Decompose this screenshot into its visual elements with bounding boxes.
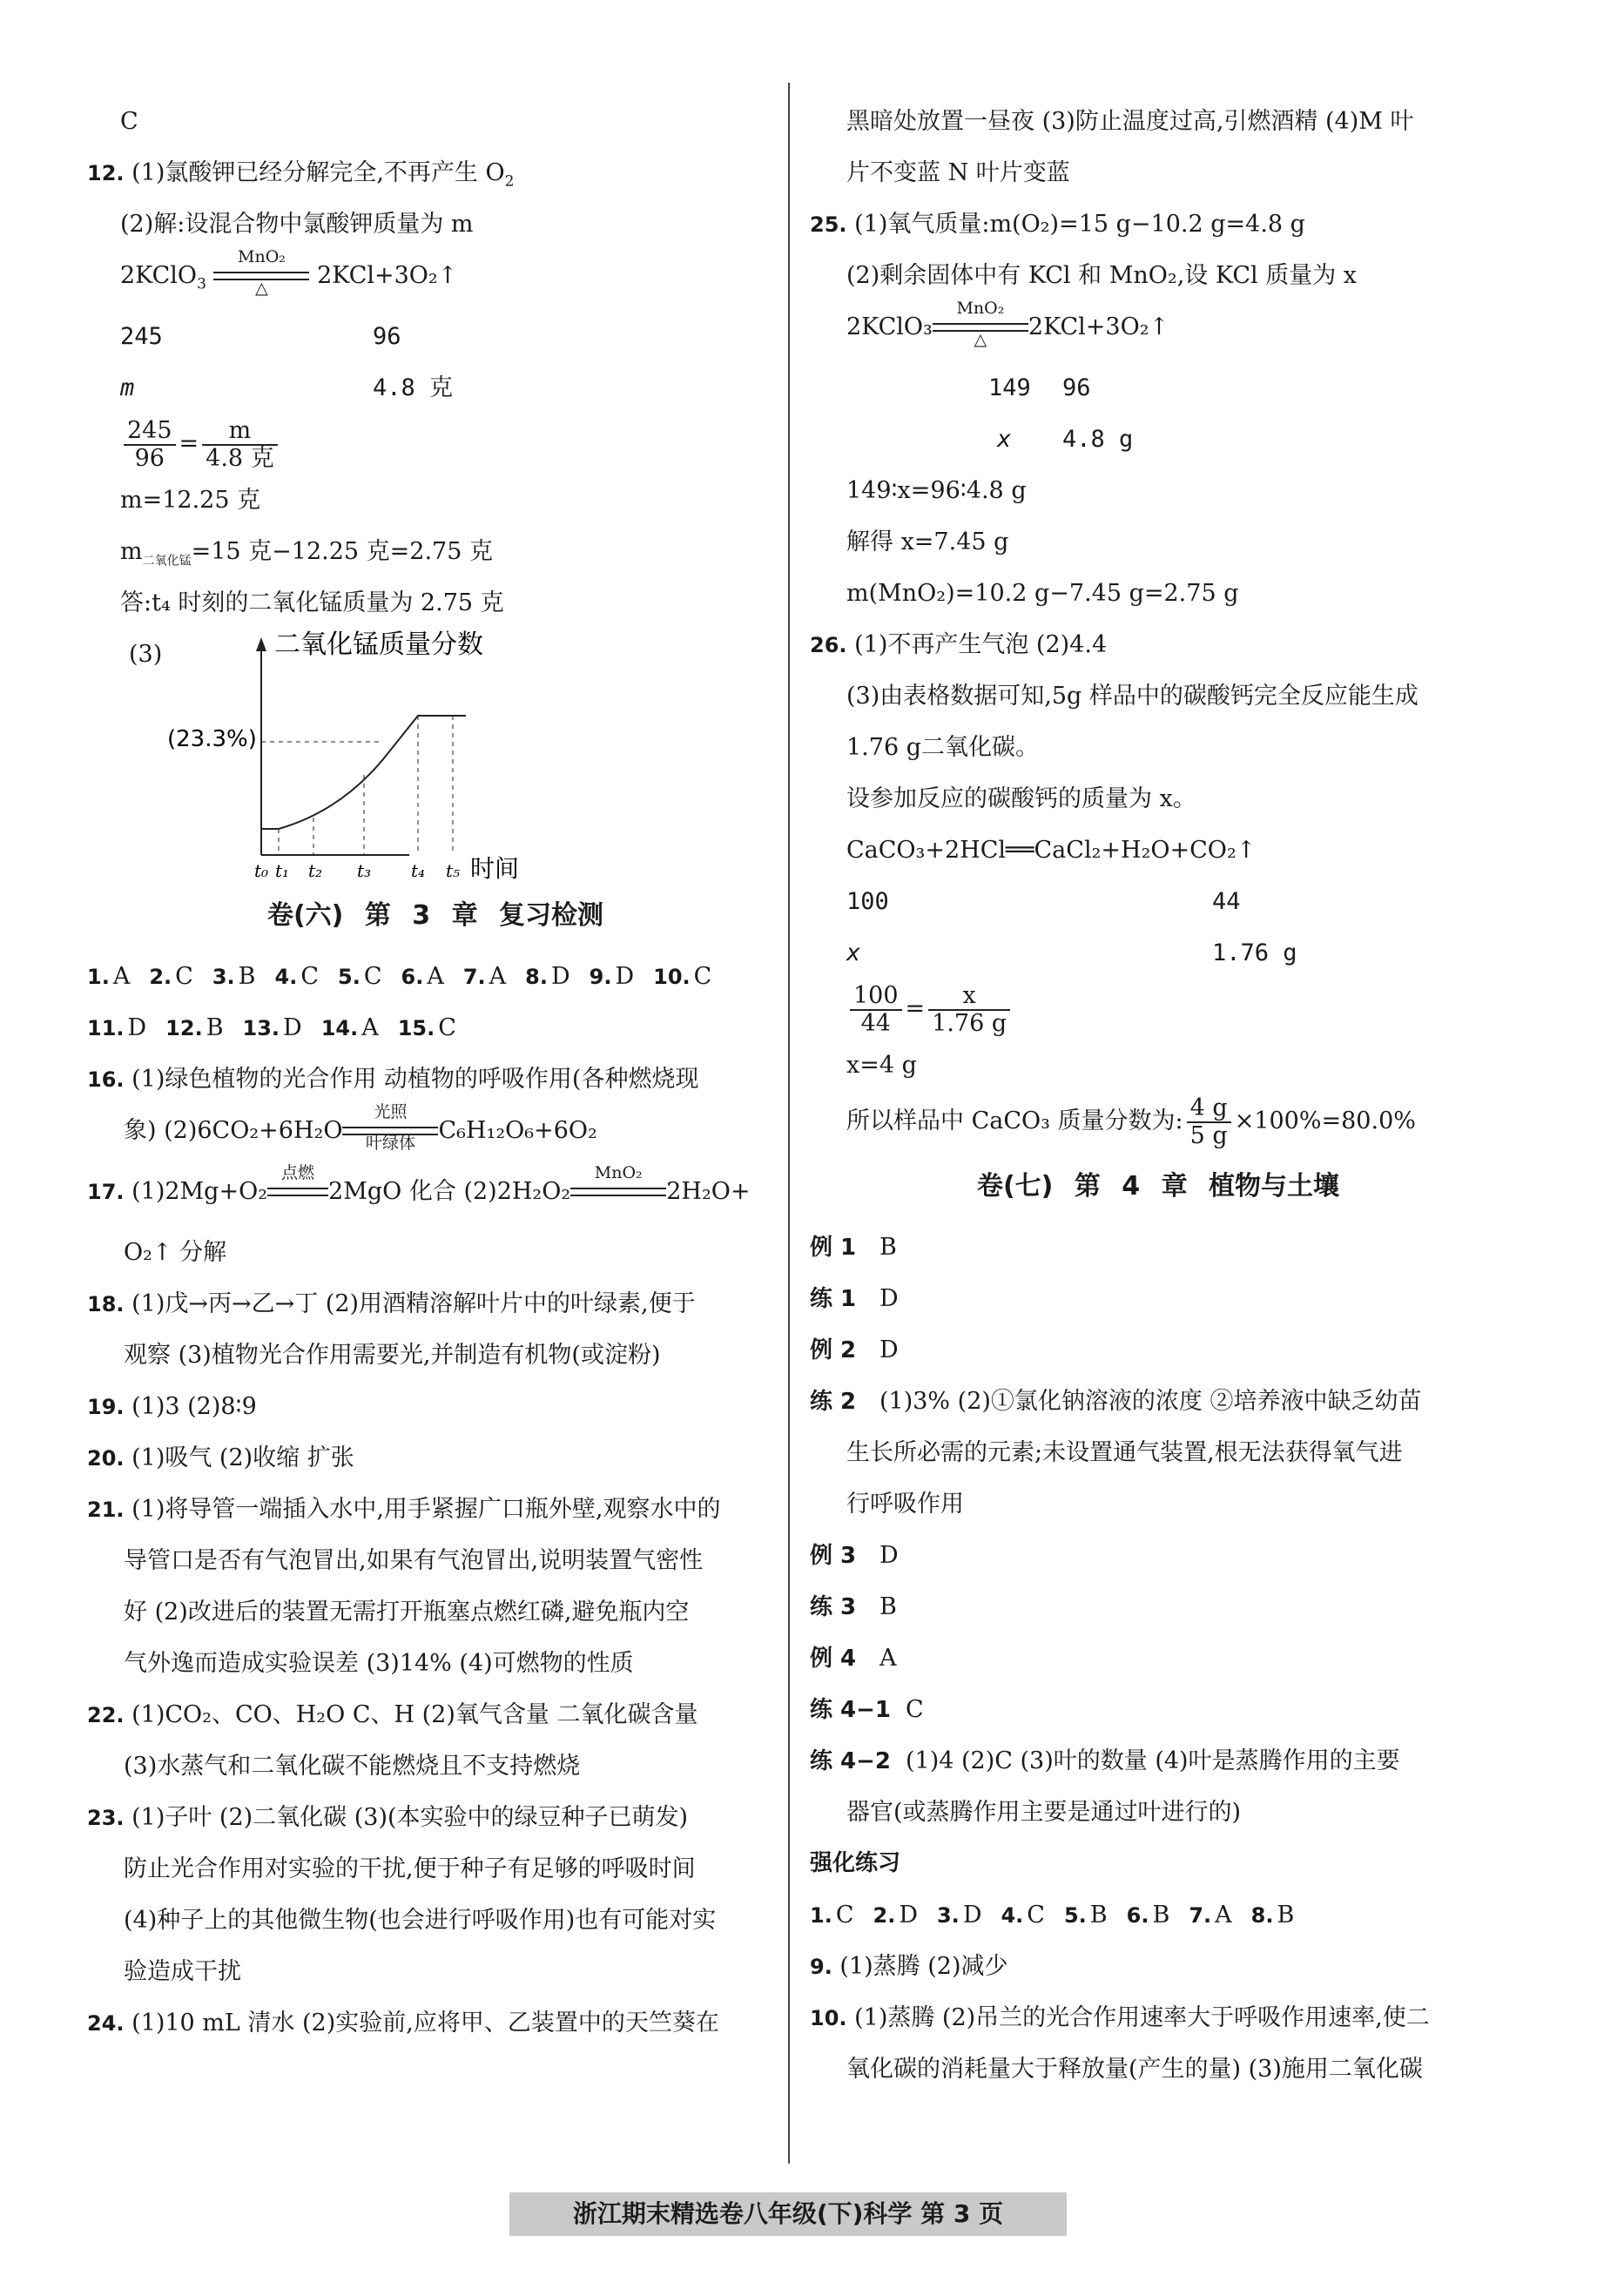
- practice-item: [810, 1222, 1506, 1273]
- question-number: 12.: [87, 161, 125, 185]
- mc-answer: C: [300, 963, 319, 990]
- question-24: 24. (1)10 mL 清水 (2)实验前,应将甲、乙装置中的天竺葵在: [87, 2010, 719, 2037]
- mc-answer: D: [899, 1902, 918, 1929]
- mc-number: 13.: [242, 1016, 280, 1040]
- item-label: 例 1: [810, 1235, 857, 1261]
- mc-answer: C: [438, 1014, 456, 1041]
- question-10: 10. (1)蒸腾 (2)吊兰的光合作用速率大于呼吸作用速率,使二 氧化碳的消耗量大于释放量(产生的量) (3)施用二氧化碳: [810, 2004, 1430, 2083]
- mc-number: 3.: [936, 1903, 960, 1928]
- mc-number: 4.: [274, 965, 298, 989]
- question-19: 19. (1)3 (2)8∶9: [87, 1393, 257, 1420]
- item-answer: D: [879, 1285, 899, 1312]
- multiple-choice-row-2: [87, 1002, 784, 1054]
- mc-number: 10.: [653, 965, 691, 989]
- column-divider: [788, 83, 790, 2164]
- item-answer: A: [879, 1645, 897, 1672]
- mc-answer: B: [1277, 1902, 1295, 1929]
- question-25: 25. (1)氧气质量:m(O₂)=15 g−10.2 g=4.8 g (2)剩余固体中有 KCl 和 MnO₂,设 KCl 质量为 x 2KClO₃ MnO₂ △ 2KCl+3O₂↑ 149 96 x 4.8 g 149∶x=96∶4.8 g 解得 x=7.45 g m(MnO₂)=10.2 g−7.45 g=2.75 g: [810, 199, 1506, 619]
- practice-item: [810, 1684, 1506, 1735]
- practice-item: [810, 1324, 1506, 1376]
- mc-number: 9.: [589, 965, 612, 989]
- question-21: 21. (1)将导管一端插入水中,用手紧握广口瓶外壁,观察水中的 导管口是否有气泡冒出,如果有气泡冒出,说明装置气密性 好 (2)改进后的装置无需打开瓶塞点燃红磷,避免瓶内空 气外逸而造成实验误差 (3)14% (4)可燃物的性质: [87, 1496, 721, 1677]
- question-20: 20. (1)吸气 (2)收缩 扩张: [87, 1444, 354, 1471]
- practice-item: [810, 1581, 1506, 1633]
- x-tick-t2: t₂: [308, 860, 323, 881]
- mc-answer: D: [127, 1014, 147, 1041]
- mc-number: 2.: [149, 965, 172, 989]
- mc-answer: B: [1152, 1902, 1170, 1929]
- question-24-continued: 黑暗处放置一昼夜 (3)防止温度过高,引燃酒精 (4)M 叶 片不变蓝 N 叶片变蓝: [846, 108, 1414, 186]
- mc-answer: C: [693, 963, 712, 990]
- mc-number: 15.: [397, 1016, 435, 1040]
- mc-answer: D: [962, 1902, 982, 1929]
- x-tick-t1: t₁: [275, 860, 290, 881]
- y-axis-label: 二氧化锰质量分数: [274, 629, 483, 660]
- question-18: 18. (1)戊→丙→乙→丁 (2)用酒精溶解叶片中的叶绿素,便于 观察 (3)植物光合作用需要光,并制造有机物(或淀粉): [87, 1290, 696, 1369]
- practice-item: [810, 1273, 1506, 1324]
- mc-answer: A: [112, 963, 131, 990]
- item-answer: B: [879, 1234, 897, 1261]
- item-answer: C: [906, 1696, 924, 1723]
- item-label: 练 3: [810, 1594, 857, 1620]
- mno2-fraction-chart: (3) 二氧化锰质量分数 (23.3%) t₀ t₁ t₂ t₃ t₄ t₅ 时间: [87, 629, 784, 881]
- mc-answer: A: [427, 963, 444, 990]
- mc-answer: C: [363, 963, 382, 990]
- item-answer: D: [879, 1336, 899, 1363]
- mc-answer: C: [175, 963, 193, 990]
- mc-number: 14.: [320, 1016, 359, 1040]
- practice-4-2: 练 4−2 (1)4 (2)C (3)叶的数量 (4)叶是蒸腾作用的主要 器官(或蒸腾作用主要是通过叶进行的): [810, 1747, 1400, 1826]
- practice-item: [810, 1530, 1506, 1581]
- item-label: 练 4−1: [810, 1697, 892, 1723]
- x-tick-t0: t₀: [254, 860, 269, 881]
- mc-answer: B: [1089, 1902, 1108, 1929]
- question-26: 26. (1)不再产生气泡 (2)4.4 (3)由表格数据可知,5g 样品中的碳酸钙完全反应能生成 1.76 g二氧化碳。 设参加反应的碳酸钙的质量为 x。 CaCO₃+2HCl══CaCl₂+H₂O+CO₂↑ 100 44 x 1.76 g $\frac{100}{44}$ = $\frac{x}{1.76 g}$ x=4 g 所以样品中 CaCO₃ 质量分数为: $\frac{4 g}{5 g}$ ×100%=80.0%: [810, 619, 1506, 1152]
- chart-svg: [167, 629, 670, 883]
- item-answer: D: [879, 1542, 899, 1569]
- practice-items-1: [810, 1222, 1506, 1376]
- question-16: 16. (1)绿色植物的光合作用 动植物的呼吸作用(各种燃烧现 象) (2)6CO₂+6H₂O 光照 叶绿体 C₆H₁₂O₆+6O₂: [87, 1066, 699, 1153]
- mc-number: 5.: [1063, 1903, 1087, 1928]
- mc-number: 7.: [1189, 1903, 1212, 1928]
- y-tick-label: (23.3%): [167, 726, 257, 752]
- item-label: 练 1: [810, 1286, 857, 1312]
- question-9: 9. (1)蒸腾 (2)减少: [810, 1953, 1008, 1980]
- section-heading-7: 卷(七) 第 4 章 植物与土壤: [976, 1171, 1340, 1202]
- page-footer: 浙江期末精选卷八年级(下)科学 第 3 页: [509, 2192, 1067, 2236]
- section-heading-6: 卷(六) 第 3 章 复习检测: [266, 900, 604, 931]
- x-tick-t5: t₅: [446, 860, 461, 881]
- mc-answer: D: [283, 1014, 302, 1041]
- mc-answer: D: [615, 963, 635, 990]
- mc-number: 1.: [810, 1903, 832, 1928]
- x-axis-label: 时间: [470, 854, 520, 883]
- practice-item: [810, 1633, 1506, 1684]
- mc-number: 2.: [873, 1903, 896, 1928]
- mc-answer: D: [550, 963, 570, 990]
- x-tick-t4: t₄: [411, 860, 426, 881]
- mc-number: 8.: [525, 965, 548, 989]
- question-22: 22. (1)CO₂、CO、H₂O C、H (2)氧气含量 二氧化碳含量 (3)水蒸气和二氧化碳不能燃烧且不支持燃烧: [87, 1701, 698, 1780]
- question-23: 23. (1)子叶 (2)二氧化碳 (3)(本实验中的绿豆种子已萌发) 防止光合作用对实验的干扰,便于种子有足够的呼吸时间 (4)种子上的其他微生物(也会进行呼吸作用)也有可能对实 验造成干扰: [87, 1804, 717, 1985]
- mc-answer: A: [1215, 1902, 1232, 1929]
- mc-number: 12.: [165, 1016, 203, 1040]
- question-12: 12. (1)氯酸钾已经分解完全,不再产生 $O_2$ (2)解:设混合物中氯酸钾质量为 m 2KClO$_3$ MnO₂ △ 2KCl+3O₂↑ 245 96 m 4.8 克 $\frac{245}{96}$ = $\frac{m}{\text{4.8 克}}$ m=12.25 克 $m_{二氧化锰}=15$ 克−12.25 克=2.75 克 答:t₄ 时刻的二氧化锰质量为 2.75 克 (3) 二氧化锰质量分数 (23.3%) t₀ t₁ t₂ t₃ t₄ t₅ 时间: [87, 147, 784, 881]
- x-tick-t3: t₃: [357, 860, 372, 881]
- fraction-equation: $\frac{245}{96}$ = $\frac{m}{\text{4.8 克}}$: [87, 414, 784, 475]
- mc-number: 1.: [87, 965, 110, 989]
- mc-answer: B: [238, 963, 256, 990]
- mc-answer: C: [835, 1902, 854, 1929]
- mc-number: 7.: [462, 965, 486, 989]
- item-label: 例 3: [810, 1543, 857, 1569]
- mc-number: 6.: [1126, 1903, 1149, 1928]
- question-17: 17. (1)2Mg+O₂ 点燃 2MgO 化合 (2)2H₂O₂ MnO₂ 2H₂O+ O₂↑ 分解: [87, 1162, 751, 1266]
- mc-number: 3.: [212, 965, 235, 989]
- multiple-choice-row-1: [87, 951, 784, 1002]
- mc-answer: A: [489, 963, 507, 990]
- mc-answer: B: [206, 1014, 224, 1041]
- practice-2: 练 2 (1)3% (2)①氯化钠溶液的浓度 ②培养液中缺乏幼苗 生长所必需的元素;未设置通气装置,根无法获得氧气进 行呼吸作用: [810, 1388, 1422, 1518]
- mc-number: 11.: [87, 1016, 125, 1040]
- answer-line: C: [120, 108, 138, 135]
- reaction-condition: MnO₂ △: [213, 259, 309, 294]
- mc-number: 8.: [1250, 1903, 1274, 1928]
- multiple-choice-row: [810, 1889, 1506, 1941]
- y-axis-arrow: [256, 637, 266, 651]
- mc-answer: A: [361, 1014, 379, 1041]
- fraction-equation: $\frac{100}{44}$ = $\frac{x}{1.76 g}$: [810, 979, 1506, 1040]
- mc-number: 6.: [401, 965, 424, 989]
- mc-number: 5.: [338, 965, 361, 989]
- left-column: [87, 96, 784, 2049]
- mc-number: 4.: [1001, 1903, 1024, 1928]
- item-answer: B: [879, 1593, 897, 1620]
- mc-answer: C: [1027, 1902, 1045, 1929]
- item-label: 例 2: [810, 1337, 857, 1363]
- reinforcement-heading: 强化练习: [810, 1850, 901, 1876]
- practice-items-2: [810, 1530, 1506, 1735]
- chemical-equation: 2KClO$_3$ MnO₂ △ 2KCl+3O₂↑: [120, 246, 458, 298]
- chemical-equation: 2KClO₃ MnO₂ △ 2KCl+3O₂↑: [846, 298, 1169, 349]
- item-label: 例 4: [810, 1646, 857, 1672]
- right-column: [810, 96, 1506, 2095]
